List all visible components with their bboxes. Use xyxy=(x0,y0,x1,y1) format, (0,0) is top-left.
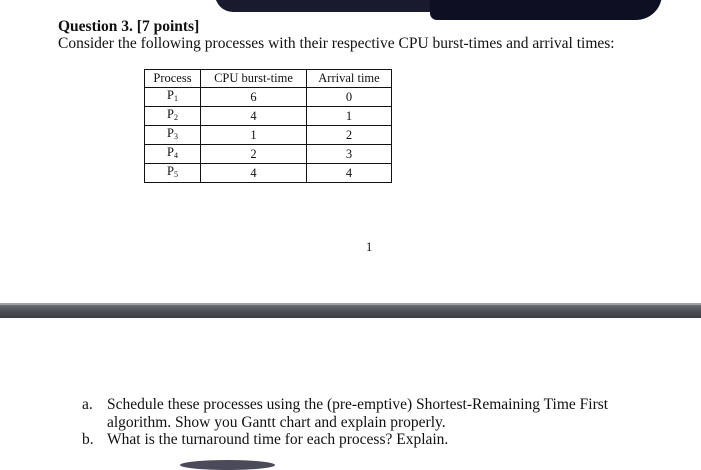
burst-cell: 6 xyxy=(201,88,307,107)
arrival-cell: 1 xyxy=(307,107,392,126)
subquestion-line: Schedule these processes using the (pre-emptive) Shortest-Remaining Time First xyxy=(107,396,609,413)
burst-cell: 4 xyxy=(201,164,307,183)
page-number: 1 xyxy=(366,240,373,254)
burst-cell: 2 xyxy=(201,145,307,164)
subquestion-text xyxy=(107,396,608,431)
burst-cell: 4 xyxy=(201,107,307,126)
list-marker: b. xyxy=(82,431,94,448)
table-row xyxy=(145,107,392,126)
process-cell: $P_1$ xyxy=(145,88,201,107)
list-item xyxy=(82,431,608,449)
page-divider xyxy=(0,303,701,318)
process-cell: $P_3$ xyxy=(145,126,201,145)
list-item xyxy=(82,396,608,431)
arrival-cell: 4 xyxy=(307,164,392,183)
table-header-row xyxy=(145,70,392,88)
subquestion-list xyxy=(82,396,608,449)
subquestion-line: What is the turnaround time for each process? Explain. xyxy=(107,431,449,448)
table-row xyxy=(145,164,392,183)
list-marker: a. xyxy=(82,396,93,413)
table-row xyxy=(145,145,392,164)
header-process: Process xyxy=(145,70,201,88)
process-cell: $P_2$ xyxy=(145,107,201,126)
header-arrival-time: Arrival time xyxy=(307,70,392,88)
process-table xyxy=(144,69,392,183)
table-row xyxy=(145,126,392,145)
process-cell: $P_4$ xyxy=(145,145,201,164)
burst-cell: 1 xyxy=(201,126,307,145)
question-title: Question 3. [7 points] xyxy=(58,18,200,35)
header-burst-time: CPU burst-time xyxy=(201,70,307,88)
process-cell: $P_5$ xyxy=(145,164,201,183)
top-dark-overlay-right xyxy=(430,0,662,20)
arrival-cell: 2 xyxy=(307,126,392,145)
arrival-cell: 0 xyxy=(307,88,392,107)
table-row xyxy=(145,88,392,107)
subquestion-text xyxy=(107,431,448,449)
question-description: Consider the following processes with their respective CPU burst-times and arrival times: xyxy=(58,35,615,52)
bottom-dark-overlay xyxy=(180,460,275,470)
page-divider-highlight xyxy=(0,303,701,305)
subquestion-line: algorithm. Show you Gantt chart and explain properly. xyxy=(107,413,446,431)
arrival-cell: 3 xyxy=(307,145,392,164)
